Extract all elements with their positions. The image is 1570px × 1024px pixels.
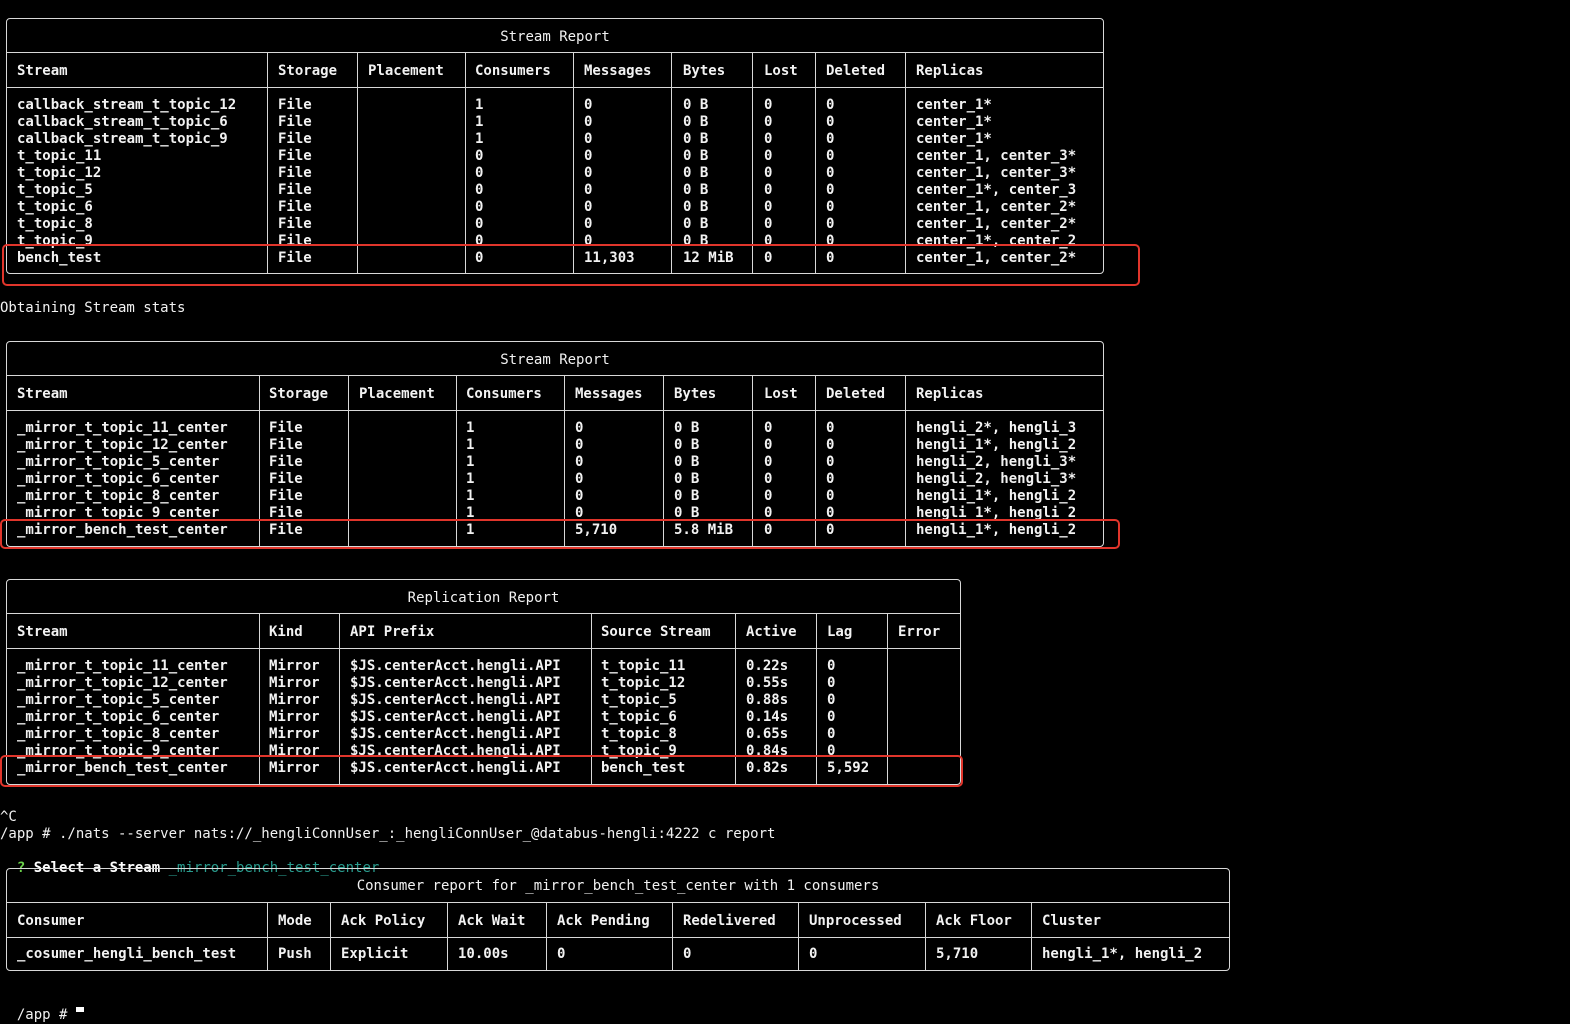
consumer-report-table xyxy=(6,868,1230,971)
prompt-value[interactable]: _mirror_bench_test_center xyxy=(168,860,380,876)
table-cell: 0 xyxy=(764,233,773,249)
stream-row xyxy=(7,199,1103,216)
table-cell: 0 xyxy=(826,199,835,215)
table-cell: 0 B xyxy=(674,505,700,521)
table-cell: File xyxy=(269,522,303,538)
table-cell: 0 xyxy=(764,148,773,164)
table-cell: 0 xyxy=(584,131,593,147)
column-header: Kind xyxy=(269,624,303,640)
table-cell: 0 xyxy=(827,692,836,708)
table-cell: 1 xyxy=(475,97,484,113)
column-header: Deleted xyxy=(826,63,886,79)
table-cell: center_1*, center_2 xyxy=(916,233,1077,249)
table-cell: _mirror_t_topic_11_center xyxy=(17,420,228,436)
stream-row xyxy=(7,131,1103,148)
shell-prompt[interactable] xyxy=(0,990,84,1024)
table-cell: 0 xyxy=(826,182,835,198)
table-cell: 0 xyxy=(475,148,484,164)
column-header: Lag xyxy=(827,624,853,640)
prompt-label: Select a Stream xyxy=(33,860,161,876)
table-cell: 0 xyxy=(764,505,773,521)
table-cell: t_topic_6 xyxy=(601,709,677,725)
table-cell: center_1, center_3* xyxy=(916,165,1077,181)
column-header: Consumers xyxy=(475,63,551,79)
column-header: Unprocessed xyxy=(809,913,902,929)
table-cell: 0 B xyxy=(683,97,709,113)
table-cell: 0 xyxy=(764,114,773,130)
table-cell: center_1, center_2* xyxy=(916,250,1077,266)
replication-row xyxy=(7,658,960,675)
table-cell: 0 xyxy=(575,454,584,470)
table-cell: 0 xyxy=(764,131,773,147)
column-header: Consumers xyxy=(466,386,542,402)
table-cell: 0 xyxy=(826,488,835,504)
table-cell: 0 xyxy=(826,437,835,453)
table-cell: center_1, center_3* xyxy=(916,148,1077,164)
column-header: API Prefix xyxy=(350,624,435,640)
interrupt-line: ^C xyxy=(0,809,17,825)
table-cell: 0 xyxy=(475,165,484,181)
table-cell: 1 xyxy=(466,505,475,521)
column-header: Stream xyxy=(17,624,68,640)
column-header: Source Stream xyxy=(601,624,711,640)
table-cell: File xyxy=(278,131,312,147)
table-cell: $JS.centerAcct.hengli.API xyxy=(350,726,561,742)
table-cell: 0 xyxy=(826,454,835,470)
column-header: Mode xyxy=(278,913,312,929)
table-cell: center_1, center_2* xyxy=(916,199,1077,215)
table-cell: File xyxy=(278,216,312,232)
column-header: Bytes xyxy=(683,63,726,79)
table-cell: Mirror xyxy=(269,760,320,776)
replication-row xyxy=(7,726,960,743)
table-cell: 0 xyxy=(584,182,593,198)
table-cell: 1 xyxy=(466,522,475,538)
table-cell: 0 xyxy=(584,148,593,164)
table-cell: 0 xyxy=(557,946,566,962)
table-cell: 5.8 MiB xyxy=(674,522,734,538)
table-cell: _mirror_bench_test_center xyxy=(17,760,228,776)
table-cell: 0.55s xyxy=(746,675,789,691)
table-cell: 0 xyxy=(827,743,836,759)
table-cell: $JS.centerAcct.hengli.API xyxy=(350,760,561,776)
table-cell: 0 B xyxy=(683,114,709,130)
stream-row xyxy=(7,488,1103,505)
table-cell: Explicit xyxy=(341,946,409,962)
replication-row xyxy=(7,709,960,726)
table-cell: Mirror xyxy=(269,692,320,708)
table-cell: 0 xyxy=(826,471,835,487)
table-cell: _mirror_t_topic_5_center xyxy=(17,692,220,708)
stream-row xyxy=(7,97,1103,114)
table-cell: 1 xyxy=(466,454,475,470)
table-cell: 0 B xyxy=(683,165,709,181)
table-cell: 11,303 xyxy=(584,250,635,266)
table-cell: 0 B xyxy=(674,420,700,436)
table-cell: _mirror_t_topic_12_center xyxy=(17,675,228,691)
table-cell: File xyxy=(278,182,312,198)
column-header: Deleted xyxy=(826,386,886,402)
highlight-mirror-bench-row xyxy=(0,519,1120,549)
column-header: Consumer xyxy=(17,913,85,929)
table-cell: File xyxy=(278,199,312,215)
stream-row xyxy=(7,471,1103,488)
table-cell: 0 xyxy=(764,420,773,436)
table-cell: t_topic_9 xyxy=(17,233,93,249)
table-cell: 0.14s xyxy=(746,709,789,725)
table-cell: 1 xyxy=(466,471,475,487)
table-cell: _mirror_t_topic_5_center xyxy=(17,454,220,470)
table-cell: _mirror_bench_test_center xyxy=(17,522,228,538)
table-cell: hengli_1*, hengli_2 xyxy=(916,505,1077,521)
stream-row xyxy=(7,437,1103,454)
table-cell: 1 xyxy=(466,420,475,436)
table-cell: $JS.centerAcct.hengli.API xyxy=(350,658,561,674)
stream-row xyxy=(7,114,1103,131)
table-cell: $JS.centerAcct.hengli.API xyxy=(350,675,561,691)
table-cell: 0 xyxy=(584,97,593,113)
column-header: Placement xyxy=(368,63,444,79)
table-cell: 0 xyxy=(809,946,818,962)
table-cell: 0.82s xyxy=(746,760,789,776)
table-cell: 0 xyxy=(827,675,836,691)
table-cell: Mirror xyxy=(269,675,320,691)
table-cell: _mirror_t_topic_11_center xyxy=(17,658,228,674)
table-cell: t_topic_5 xyxy=(601,692,677,708)
stream-report-table-1 xyxy=(6,18,1104,274)
table-cell: 0.88s xyxy=(746,692,789,708)
table-cell: center_1, center_2* xyxy=(916,216,1077,232)
table-cell: 0.65s xyxy=(746,726,789,742)
table-cell: 0 xyxy=(475,182,484,198)
table-cell: 0 xyxy=(826,250,835,266)
consumer-report-title: Consumer report for _mirror_bench_test_center with 1 consumers xyxy=(356,878,880,894)
table-cell: 0 xyxy=(764,522,773,538)
table-cell: 0 xyxy=(475,199,484,215)
table-cell: hengli_1*, hengli_2 xyxy=(916,437,1077,453)
status-line: Obtaining Stream stats xyxy=(0,300,186,316)
table-cell: 0 xyxy=(584,216,593,232)
table-cell: 0 xyxy=(584,233,593,249)
table-cell: 0 xyxy=(764,199,773,215)
table-cell: _mirror_t_topic_8_center xyxy=(17,488,220,504)
table-cell: File xyxy=(269,505,303,521)
table-cell: hengli_2, hengli_3* xyxy=(916,454,1077,470)
column-header: Ack Policy xyxy=(341,913,426,929)
table-cell: Push xyxy=(278,946,312,962)
table-cell: 1 xyxy=(466,488,475,504)
table-cell: t_topic_8 xyxy=(17,216,93,232)
table-cell: File xyxy=(269,420,303,436)
table-cell: _mirror_t_topic_12_center xyxy=(17,437,228,453)
command-line: /app # ./nats --server nats://_hengliConnUser_:_hengliConnUser_@databus-hengli:4222 c report xyxy=(0,826,776,842)
table-cell: 5,592 xyxy=(827,760,870,776)
table-cell: _mirror_t_topic_6_center xyxy=(17,709,220,725)
table-cell: 1 xyxy=(475,131,484,147)
table-cell: 0 xyxy=(826,216,835,232)
table-cell: 0 B xyxy=(674,488,700,504)
stream-row xyxy=(7,148,1103,165)
table-cell: callback_stream_t_topic_6 xyxy=(17,114,228,130)
table-cell: File xyxy=(269,471,303,487)
table-cell: $JS.centerAcct.hengli.API xyxy=(350,709,561,725)
table-cell: File xyxy=(269,488,303,504)
column-header: Redelivered xyxy=(683,913,776,929)
table-cell: 0 xyxy=(826,97,835,113)
table-cell: hengli_1*, hengli_2 xyxy=(916,488,1077,504)
table-cell: 0 xyxy=(764,216,773,232)
column-header: Messages xyxy=(584,63,652,79)
table-cell: 0 xyxy=(826,165,835,181)
table-cell: 0 xyxy=(827,709,836,725)
table-cell: 0 xyxy=(575,505,584,521)
table-cell: 0 B xyxy=(683,131,709,147)
table-cell: Mirror xyxy=(269,743,320,759)
table-cell: _mirror_t_topic_8_center xyxy=(17,726,220,742)
column-header: Ack Floor xyxy=(936,913,1012,929)
column-header: Ack Pending xyxy=(557,913,650,929)
table-cell: t_topic_9 xyxy=(601,743,677,759)
table-cell: center_1* xyxy=(916,131,992,147)
table-cell: t_topic_12 xyxy=(601,675,686,691)
stream-row xyxy=(7,165,1103,182)
table-cell: 0 xyxy=(827,726,836,742)
column-header: Storage xyxy=(269,386,329,402)
table-cell: File xyxy=(269,454,303,470)
table-cell: 0 xyxy=(764,165,773,181)
column-header: Ack Wait xyxy=(458,913,526,929)
table-cell: _cosumer_hengli_bench_test xyxy=(17,946,237,962)
table-cell: 0 xyxy=(683,946,692,962)
table-cell: callback_stream_t_topic_9 xyxy=(17,131,228,147)
table-cell: 0 xyxy=(575,471,584,487)
replication-row xyxy=(7,692,960,709)
table-cell: Mirror xyxy=(269,709,320,725)
prompt-mark: ? xyxy=(16,860,26,876)
table-cell: 0 B xyxy=(674,454,700,470)
table-cell: hengli_1*, hengli_2 xyxy=(1042,946,1203,962)
highlight-replication-bench-row xyxy=(0,755,963,787)
table-cell: 5,710 xyxy=(575,522,618,538)
column-header: Storage xyxy=(278,63,338,79)
table-cell: 0 xyxy=(584,114,593,130)
table-cell: t_topic_12 xyxy=(17,165,102,181)
table-cell: hengli_2*, hengli_3 xyxy=(916,420,1077,436)
replication-row xyxy=(7,675,960,692)
table-cell: 0 xyxy=(764,97,773,113)
table-cell: bench_test xyxy=(601,760,686,776)
highlight-bench-test-row xyxy=(2,244,1140,286)
table-cell: t_topic_11 xyxy=(17,148,102,164)
table-cell: 0.84s xyxy=(746,743,789,759)
table-cell: Mirror xyxy=(269,726,320,742)
table-cell: 0 B xyxy=(683,182,709,198)
table-cell: 0 xyxy=(764,488,773,504)
table-cell: 0 xyxy=(584,199,593,215)
consumer-row xyxy=(7,946,1229,963)
table-cell: 0 xyxy=(827,658,836,674)
table-cell: 0 xyxy=(826,233,835,249)
shell-prompt-text: /app # xyxy=(16,1007,68,1023)
table-cell: 0 xyxy=(826,148,835,164)
table-cell: t_topic_8 xyxy=(601,726,677,742)
table-cell: 0 xyxy=(764,182,773,198)
table-cell: 0.22s xyxy=(746,658,789,674)
table-cell: 0 B xyxy=(683,216,709,232)
column-header: Placement xyxy=(359,386,435,402)
table-cell: File xyxy=(278,250,312,266)
stream-report-title: Stream Report xyxy=(500,29,610,45)
table-cell: 0 xyxy=(826,114,835,130)
table-cell: 5,710 xyxy=(936,946,979,962)
table-cell: File xyxy=(278,97,312,113)
table-cell: File xyxy=(278,114,312,130)
table-cell: 12 MiB xyxy=(683,250,734,266)
stream-report-title: Stream Report xyxy=(500,352,610,368)
table-cell: 10.00s xyxy=(458,946,509,962)
column-header: Stream xyxy=(17,63,68,79)
table-cell: $JS.centerAcct.hengli.API xyxy=(350,692,561,708)
table-cell: 1 xyxy=(466,437,475,453)
stream-row xyxy=(7,182,1103,199)
table-cell: center_1* xyxy=(916,97,992,113)
table-cell: 0 xyxy=(475,233,484,249)
table-cell: Mirror xyxy=(269,658,320,674)
table-cell: t_topic_11 xyxy=(601,658,686,674)
column-header: Messages xyxy=(575,386,643,402)
table-cell: 0 xyxy=(584,165,593,181)
table-cell: 0 xyxy=(826,505,835,521)
table-cell: File xyxy=(278,165,312,181)
table-cell: hengli_2, hengli_3* xyxy=(916,471,1077,487)
table-cell: 0 xyxy=(826,522,835,538)
column-header: Error xyxy=(898,624,941,640)
table-cell: 0 B xyxy=(683,199,709,215)
table-cell: bench_test xyxy=(17,250,102,266)
table-cell: 0 xyxy=(826,420,835,436)
column-header: Cluster xyxy=(1042,913,1102,929)
table-cell: File xyxy=(269,437,303,453)
table-cell: 0 B xyxy=(674,437,700,453)
table-cell: _mirror_t_topic_9_center xyxy=(17,505,220,521)
table-cell: 0 xyxy=(575,488,584,504)
column-header: Stream xyxy=(17,386,68,402)
table-cell: 0 xyxy=(575,420,584,436)
text-cursor xyxy=(76,1007,84,1012)
stream-row xyxy=(7,216,1103,233)
column-header: Replicas xyxy=(916,63,984,79)
table-cell: t_topic_5 xyxy=(17,182,93,198)
table-cell: 0 xyxy=(475,216,484,232)
table-cell: hengli_1*, hengli_2 xyxy=(916,522,1077,538)
table-cell: 0 xyxy=(764,471,773,487)
table-cell: 0 B xyxy=(683,148,709,164)
table-cell: File xyxy=(278,148,312,164)
table-cell: 0 xyxy=(764,454,773,470)
table-cell: File xyxy=(278,233,312,249)
table-cell: 0 xyxy=(826,131,835,147)
table-cell: 0 xyxy=(475,250,484,266)
table-cell: 0 xyxy=(764,250,773,266)
replication-report-title: Replication Report xyxy=(407,590,560,606)
stream-row xyxy=(7,420,1103,437)
column-header: Replicas xyxy=(916,386,984,402)
column-header: Lost xyxy=(764,63,798,79)
stream-report-table-2 xyxy=(6,341,1104,547)
table-cell: 0 B xyxy=(683,233,709,249)
table-cell: center_1*, center_3 xyxy=(916,182,1077,198)
table-cell: 0 B xyxy=(674,471,700,487)
table-cell: _mirror_t_topic_6_center xyxy=(17,471,220,487)
table-cell: 1 xyxy=(475,114,484,130)
table-cell: 0 xyxy=(575,437,584,453)
table-cell: _mirror_t_topic_9_center xyxy=(17,743,220,759)
stream-row xyxy=(7,454,1103,471)
table-cell: $JS.centerAcct.hengli.API xyxy=(350,743,561,759)
column-header: Active xyxy=(746,624,797,640)
table-cell: callback_stream_t_topic_12 xyxy=(17,97,237,113)
column-header: Lost xyxy=(764,386,798,402)
table-cell: t_topic_6 xyxy=(17,199,93,215)
table-cell: center_1* xyxy=(916,114,992,130)
column-header: Bytes xyxy=(674,386,717,402)
table-cell: 0 xyxy=(764,437,773,453)
